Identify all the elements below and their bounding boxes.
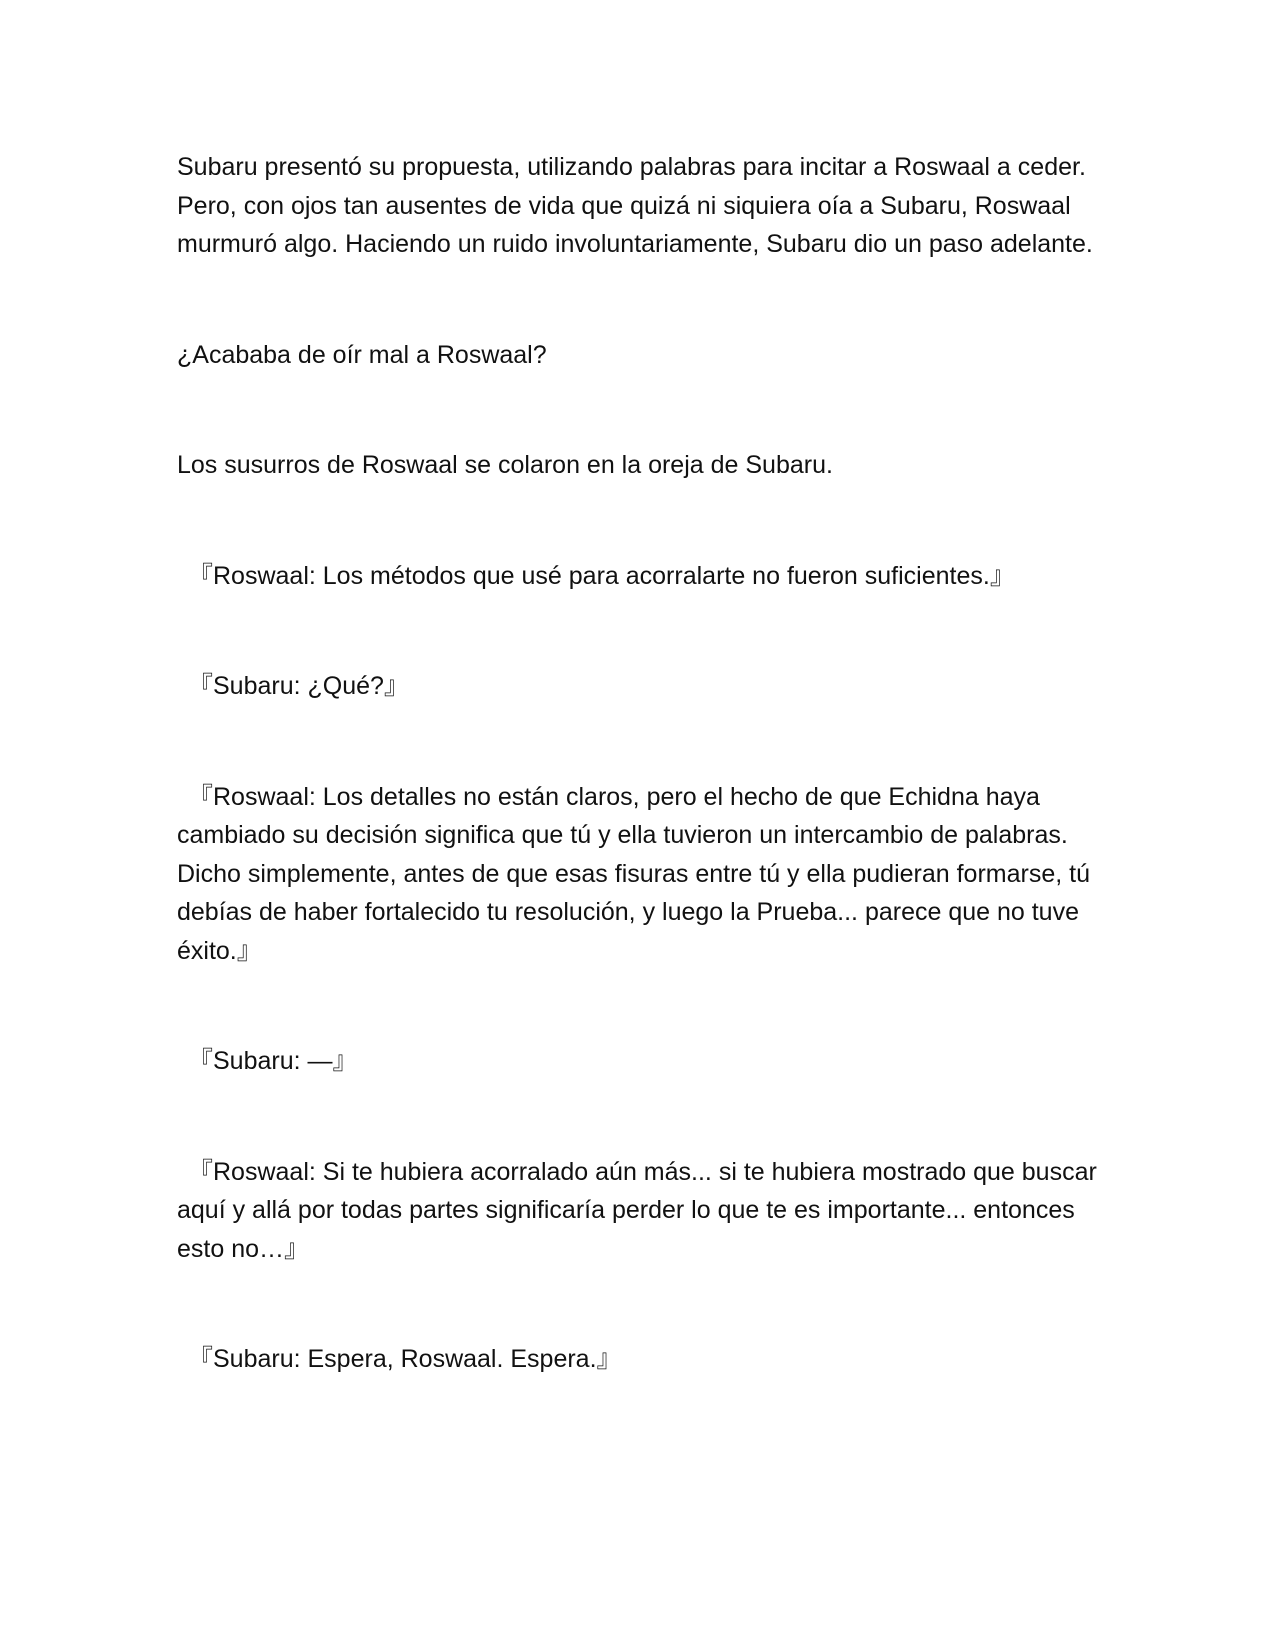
dialogue-subaru-dash: 『Subaru: —』 (188, 1047, 358, 1075)
narration-paragraph-proposal: Subaru presentó su propuesta, utilizando palabras para incitar a Roswaal a ceder. Pero, con ojos tan ausentes de vida que quizá ni siquiera oía a Subaru, Roswaal murmuró algo. Haciendo un ruido involuntariamente, Subaru dio un paso adelante. (177, 153, 1093, 258)
dialogue-subaru-que: 『Subaru: ¿Qué?』 (188, 672, 409, 700)
dialogue-subaru-wait: 『Subaru: Espera, Roswaal. Espera.』 (188, 1345, 622, 1373)
dialogue-roswaal-details: 『Roswaal: Los detalles no están claros, pero el hecho de que Echidna haya cambiado su decisión significa que tú y ella tuvieron un intercambio de palabras. Dicho simplemente, antes de que esas fisuras entre tú y ella pudieran formarse, tú debías de haber fortalecido tu resolución, y luego la Prueba... parece que no tuve éxito.』 (177, 782, 1097, 965)
narration-paragraph-whispers: Los susurros de Roswaal se colaron en la oreja de Subaru. (177, 451, 833, 479)
dialogue-roswaal-methods: 『Roswaal: Los métodos que usé para acorralarte no fueron suficientes.』 (188, 561, 1015, 590)
narration-paragraph-question: ¿Acababa de oír mal a Roswaal? (177, 340, 547, 369)
dialogue-roswaal-cornered: 『Roswaal: Si te hubiera acorralado aún más... si te hubiera mostrado que buscar aquí y allá por todas partes significaría perder lo que te es importante... entonces esto no…』 (177, 1157, 1104, 1263)
document-page (177, 148, 1107, 1379)
